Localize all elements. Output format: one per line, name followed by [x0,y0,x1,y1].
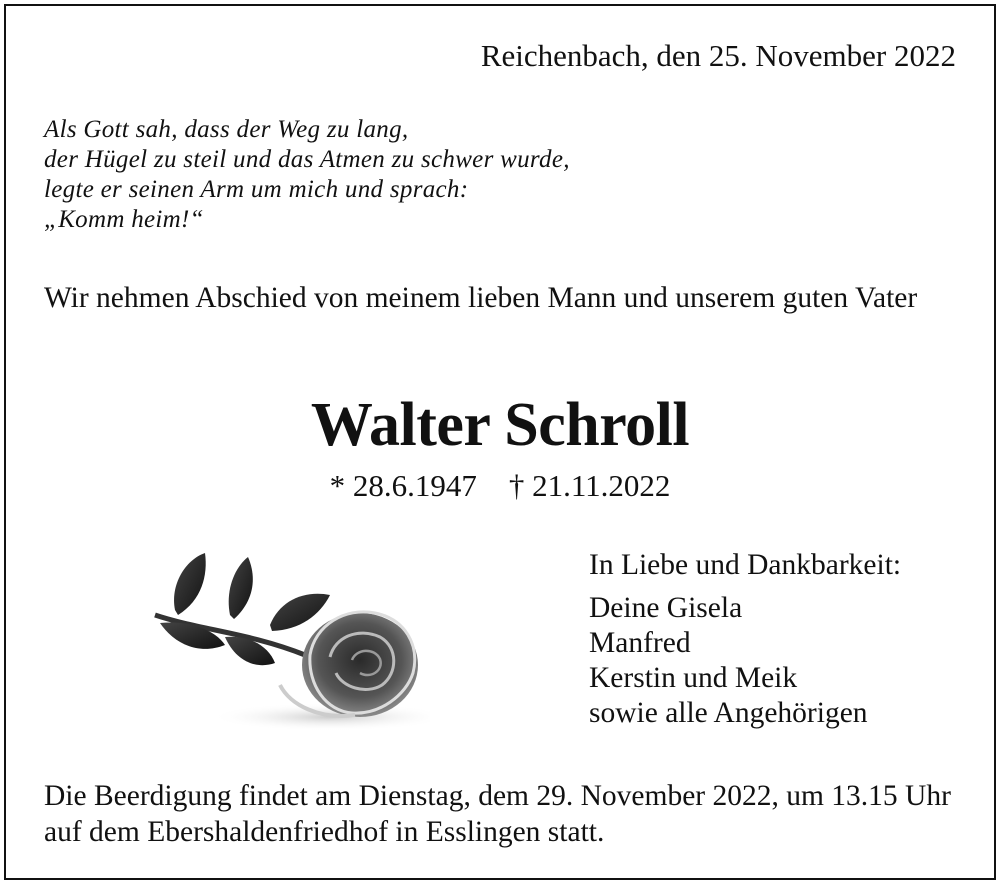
mourner-name: Deine Gisela [589,592,743,624]
place-date: Reichenbach, den 25. November 2022 [480,38,956,73]
mourners [589,547,901,731]
deceased-name: Walter Schroll [310,391,690,459]
poem-line: der Hügel zu steil und das Atmen zu schwer wurde, [44,146,570,173]
death-date: † 21.11.2022 [508,468,671,503]
mourner-name: sowie alle Angehörigen [589,697,868,729]
poem-line: Als Gott sah, dass der Weg zu lang, [44,116,409,143]
life-dates [0,468,1000,504]
poem-line: legte er seinen Arm um mich und sprach: [44,176,469,203]
mourners-heading: In Liebe und Dankbarkeit: [589,549,902,581]
mourner-name: Manfred [589,627,691,659]
intro-text: Wir nehmen Abschied von meinem lieben Mann und unserem guten Vater [44,282,918,314]
poem [44,115,570,235]
funeral-info: Die Beerdigung findet am Dienstag, dem 29. November 2022, um 13.15 Uhr auf dem Ebershaldenfriedhof in Esslingen statt. [44,780,951,848]
mourner-name: Kerstin und Meik [589,662,798,694]
rose-icon [130,545,430,735]
poem-line: „Komm heim!“ [44,206,204,233]
birth-date: * 28.6.1947 [329,468,477,503]
